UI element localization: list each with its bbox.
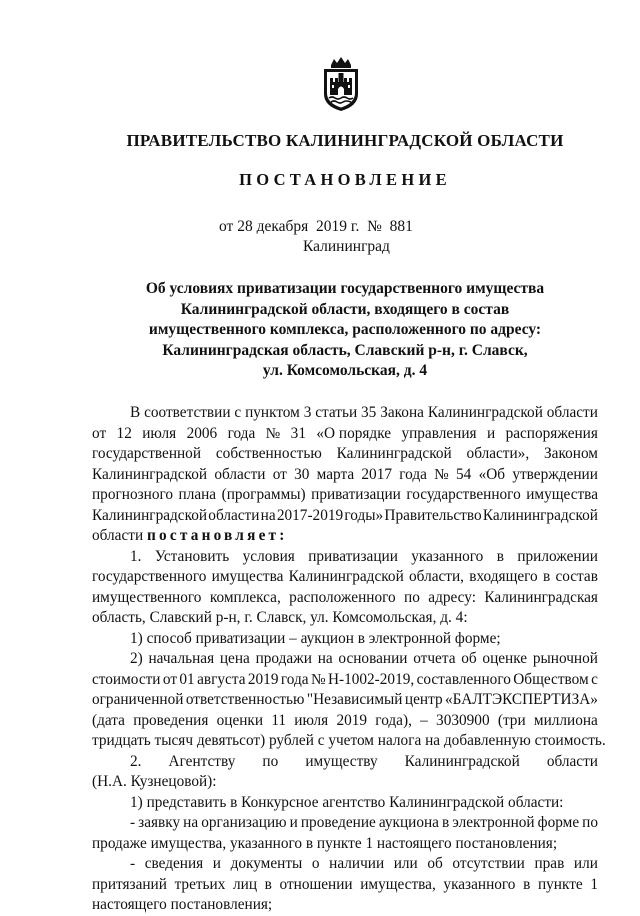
body-word: Калининградской <box>288 568 404 585</box>
body-word: состав <box>555 568 598 585</box>
body-line <box>92 465 598 486</box>
body-word: 2) <box>130 650 143 667</box>
body-word: Закона <box>380 404 424 421</box>
body-word: 2017-2019 <box>276 506 344 524</box>
body-word: Калининградской <box>92 506 208 524</box>
body-word: ограниченной <box>92 691 184 708</box>
body-word: 1. <box>130 547 142 565</box>
body-word: Н-1002-2019, <box>327 670 415 688</box>
body-word: условия <box>242 547 295 565</box>
body-word: по <box>582 814 598 831</box>
body-line <box>92 485 598 506</box>
body-word: отчета <box>413 650 456 667</box>
body-line: 1) способ приватизации – аукцион в электронной форме; <box>130 629 501 647</box>
body-word: года <box>227 424 256 442</box>
body-word: Законом <box>544 445 598 462</box>
body-word: области <box>214 465 266 483</box>
body-word: 2019 <box>336 711 368 729</box>
body-word: управления <box>401 424 477 442</box>
body-word: приложении <box>517 547 598 565</box>
body-word: начальная <box>148 650 215 667</box>
body-word: и <box>486 424 496 442</box>
body-word: отношении <box>279 875 353 893</box>
body-word: Калининградская <box>484 588 598 606</box>
body-word: Установить <box>154 547 230 565</box>
subject-line: ул. Комсомольская, д. 4 <box>262 362 428 379</box>
body-line <box>92 711 598 732</box>
body-word: Правительство <box>384 506 482 524</box>
body-word: документы <box>230 855 303 872</box>
body-word: на <box>317 650 333 667</box>
body-line <box>92 752 598 773</box>
body-word: 2. <box>130 752 142 770</box>
body-line: (Н.А. Кузнецовой): <box>92 773 217 790</box>
body-word: годы» <box>344 506 384 524</box>
body-word: наличии <box>329 855 385 872</box>
body-word: - <box>130 855 136 872</box>
decree-city: Калининград <box>303 238 390 255</box>
body-word: № <box>310 670 326 688</box>
body-word: ответственностью <box>185 691 305 708</box>
body-word: собственностью <box>215 445 322 462</box>
body-word: притязаний <box>92 875 167 893</box>
body-word: расположенного <box>289 588 396 606</box>
body-word: области, <box>409 568 464 585</box>
body-word: имущества, <box>360 875 436 893</box>
body-word: государственной <box>92 445 202 462</box>
body-word: 31 <box>290 424 306 442</box>
body-word: июля <box>294 711 329 729</box>
body-word: августа <box>197 670 246 688</box>
body-word: составленного <box>416 670 511 688</box>
body-line: область, Славский р-н, г. Славск, ул. Комсомольская, д. 4: <box>92 609 468 626</box>
body-word: 2017 <box>361 465 392 483</box>
body-word: "Независимый <box>306 691 403 708</box>
body-word: имущества <box>526 486 598 503</box>
body-word: или <box>393 855 418 872</box>
subject-line: Калининградской области, входящего в состав <box>180 300 510 318</box>
body-word: по <box>262 752 279 770</box>
body-word: приватизации <box>311 486 401 503</box>
body-word: имущества <box>211 568 284 585</box>
body-word: основании <box>338 650 408 667</box>
body-word: года <box>280 670 309 688</box>
body-word: Обществом <box>513 670 589 688</box>
body-word: об <box>461 650 477 667</box>
body-word: 12 <box>116 424 132 442</box>
body-word: заявку <box>138 814 181 831</box>
body-line <box>92 526 598 547</box>
emphasized-decree-word: постановляет: <box>146 527 288 544</box>
body-word: - <box>130 814 136 831</box>
body-word: организацию <box>201 814 287 831</box>
body-word: плана <box>178 486 217 503</box>
body-line: продаже имущества, указанного в пункте 1 настоящего постановления; <box>92 834 558 852</box>
body-word: рыночной <box>532 650 598 667</box>
body-text: области <box>92 527 147 544</box>
body-word: прогнозного <box>92 486 174 503</box>
body-word: и <box>289 814 298 831</box>
body-word: июля <box>142 424 177 442</box>
body-word: электронной <box>452 814 535 831</box>
body-word: статьи <box>315 404 358 421</box>
body-word: № <box>265 424 281 442</box>
body-word: входящего <box>469 568 538 585</box>
decree-subject <box>0 279 640 382</box>
body-word: комплекса, <box>209 588 281 606</box>
body-line: тридцать тысяч девятьсот) рублей с учетом налога на добавленную стоимость. <box>92 732 606 749</box>
body-word: об <box>427 855 443 872</box>
body-word: от <box>162 670 178 688</box>
body-word: Калининградской <box>482 506 598 524</box>
coat-of-arms-icon <box>318 56 364 112</box>
body-word: в <box>496 547 504 565</box>
body-word: имуществу <box>305 752 378 770</box>
body-word: государственного <box>406 486 521 503</box>
body-word: Калининградской <box>336 445 452 462</box>
body-word: прав <box>534 855 565 872</box>
body-word: пунктом <box>245 404 300 421</box>
body-line <box>92 547 598 568</box>
body-word: (дата <box>92 711 125 729</box>
body-word: (программы) <box>221 486 306 503</box>
body-word: 1 <box>590 875 598 893</box>
body-word: 3 <box>303 404 312 421</box>
government-title: ПРАВИТЕЛЬСТВО КАЛИНИНГРАДСКОЙ ОБЛАСТИ <box>126 131 564 150</box>
body-word: на <box>183 814 199 831</box>
body-word: продажи <box>255 650 312 667</box>
body-word: области <box>208 506 260 524</box>
body-word: 54 <box>456 465 472 483</box>
body-word: марта <box>316 465 355 483</box>
body-word: оценке <box>482 650 528 667</box>
body-line <box>92 424 598 445</box>
body-word: (три <box>497 711 526 729</box>
body-word: третьих <box>174 875 226 893</box>
body-word: – <box>420 711 428 729</box>
body-word: оценки <box>216 711 264 729</box>
body-word: утверждении <box>512 465 598 483</box>
body-word: или <box>573 855 598 872</box>
body-word: Калининградской <box>427 404 543 421</box>
body-word: области <box>546 752 598 770</box>
body-word: указанного <box>443 875 516 893</box>
body-word: 2006 <box>186 424 218 442</box>
body-line <box>92 690 598 711</box>
subject-line: имущественного комплекса, расположенного по адресу: <box>148 321 542 338</box>
body-word: 35 <box>361 404 377 421</box>
body-line <box>92 444 598 465</box>
body-line <box>92 854 598 875</box>
body-word: соответствии <box>144 404 231 421</box>
body-word: 01 <box>179 670 195 688</box>
body-word: лиц <box>233 875 258 893</box>
body-word: 3030900 <box>436 711 490 729</box>
body-line <box>92 567 598 588</box>
body-word: пункте <box>537 875 583 893</box>
body-word: отсутствии <box>452 855 525 872</box>
body-word: в <box>442 814 450 831</box>
body-line <box>92 588 598 609</box>
body-word: о <box>311 855 320 872</box>
body-word: распоряжения <box>505 424 598 442</box>
body-word: 2019 <box>247 670 279 688</box>
decree-body <box>92 403 606 916</box>
body-line: 1) представить в Конкурсное агентство Калининградской области: <box>130 793 564 811</box>
body-word: миллиона <box>533 711 598 729</box>
body-word: цена <box>219 650 250 667</box>
body-word: «О порядке <box>316 424 392 442</box>
body-word: «БАЛТЭКСПЕРТИЗА» <box>445 691 598 708</box>
body-word: в <box>542 568 551 585</box>
body-word: № <box>434 465 449 483</box>
document-type-title: ПОСТАНОВЛЕНИЕ <box>239 170 451 189</box>
body-line <box>92 649 598 670</box>
body-word: приватизации <box>308 547 398 565</box>
body-word: стоимости <box>92 670 161 688</box>
body-word: аукциона <box>378 814 439 831</box>
body-word: указанного <box>411 547 484 565</box>
decree-date-number: от 28 декабря 2019 г. № 881 <box>219 218 413 235</box>
body-word: имущественного <box>92 588 202 606</box>
body-word: по <box>404 588 420 606</box>
body-word: проведение <box>300 814 376 831</box>
body-line <box>92 670 598 691</box>
body-line <box>92 813 598 834</box>
body-word: Агентству <box>168 752 236 770</box>
body-word: года <box>399 465 427 483</box>
body-word: 30 <box>294 465 310 483</box>
body-line: настоящего постановления; <box>92 896 273 913</box>
body-word: сведения <box>144 855 204 872</box>
body-word: форме <box>537 814 580 831</box>
body-word: года), <box>375 711 412 729</box>
body-word: в <box>523 875 531 893</box>
body-line <box>92 875 598 896</box>
body-word: государственного <box>92 568 207 585</box>
body-word: Калининградской <box>404 752 520 770</box>
body-word: В <box>130 404 141 421</box>
subject-line: Калининградская область, Славский р-н, г. Славск, <box>162 341 528 359</box>
body-word: от <box>92 424 107 442</box>
body-word: проведения <box>133 711 209 729</box>
body-word: на <box>260 506 276 524</box>
body-word: адресу: <box>428 588 476 606</box>
body-word: от <box>272 465 287 483</box>
body-word: Калининградской <box>92 465 208 483</box>
body-line <box>92 506 598 527</box>
body-word: с <box>234 404 242 421</box>
body-word: с <box>591 670 598 688</box>
body-word: в <box>264 875 272 893</box>
body-word: и <box>212 855 221 872</box>
subject-line: Об условиях приватизации государственного имущества <box>145 280 545 297</box>
body-line <box>92 403 598 424</box>
body-word: 11 <box>271 711 287 729</box>
body-word: области <box>546 404 598 421</box>
body-word: центр <box>404 691 443 708</box>
body-word: «Об <box>478 465 506 483</box>
body-word: области», <box>466 445 530 462</box>
